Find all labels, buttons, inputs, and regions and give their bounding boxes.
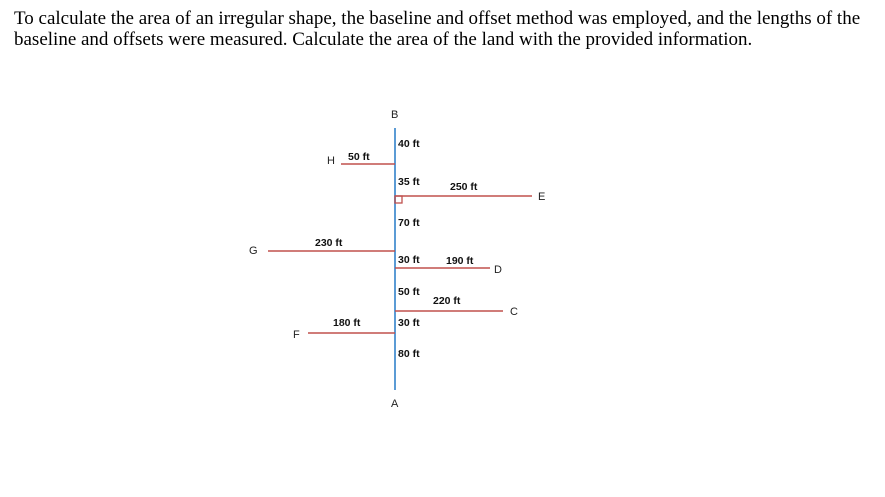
point-c-label: C bbox=[510, 306, 518, 318]
segment-label-3: 70 ft bbox=[398, 217, 420, 229]
right-angle-marker bbox=[395, 196, 402, 203]
segment-label-6: 30 ft bbox=[398, 317, 420, 329]
point-e-label: E bbox=[538, 191, 546, 203]
problem-statement: To calculate the area of an irregular shape, the baseline and offset method was employed, and the lengths of the baseline and offsets were measured. Calculate the area of the land with the provided information. bbox=[14, 8, 861, 50]
offset-label-h: 50 ft bbox=[348, 151, 370, 163]
point-d-label: D bbox=[494, 264, 502, 276]
point-h-label: H bbox=[327, 155, 335, 167]
segment-label-1: 40 ft bbox=[398, 138, 420, 150]
point-a-label: A bbox=[391, 398, 399, 410]
offset-label-g: 230 ft bbox=[315, 237, 343, 249]
offset-label-c: 220 ft bbox=[433, 295, 461, 307]
offset-label-f: 180 ft bbox=[333, 317, 361, 329]
offset-label-e: 250 ft bbox=[450, 181, 478, 193]
segment-label-4: 30 ft bbox=[398, 254, 420, 266]
point-f-label: F bbox=[293, 329, 300, 341]
point-g-label: G bbox=[249, 245, 258, 257]
point-b-label: B bbox=[391, 109, 399, 121]
segment-label-5: 50 ft bbox=[398, 286, 420, 298]
offset-label-d: 190 ft bbox=[446, 255, 474, 267]
segment-label-7: 80 ft bbox=[398, 348, 420, 360]
segment-label-2: 35 ft bbox=[398, 176, 420, 188]
